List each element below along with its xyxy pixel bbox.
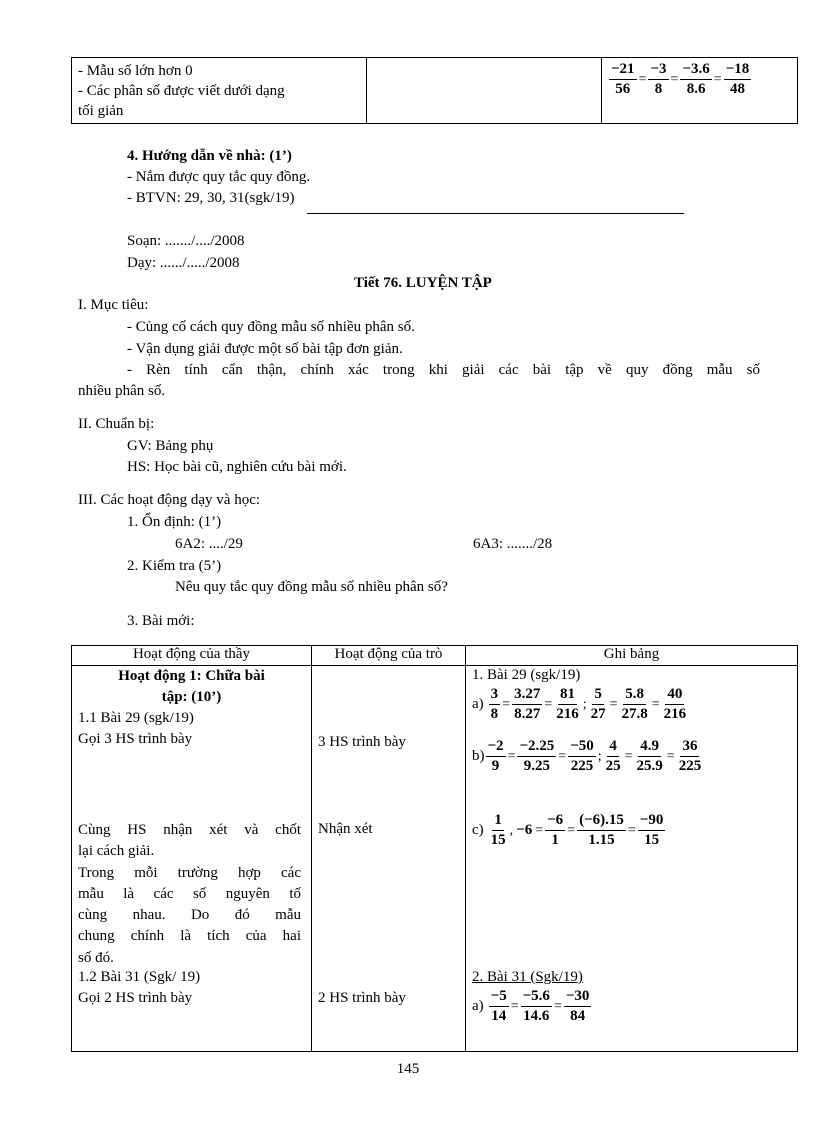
denominator: 8.6 (686, 81, 706, 97)
top-left-line-3: tối giản (78, 103, 124, 119)
activities-heading: III. Các hoạt động dạy và học: (78, 492, 261, 508)
fraction (554, 686, 581, 723)
fraction (620, 686, 650, 723)
fraction (521, 988, 552, 1025)
denominator: 216 (556, 706, 579, 722)
fraction (564, 988, 592, 1025)
fraction (648, 61, 668, 98)
fraction (662, 686, 689, 723)
objective-item: - Củng cố cách quy đồng mẫu số nhiều phân số. (127, 319, 415, 335)
integer-value: −6 (516, 822, 533, 838)
separator: ; (582, 696, 587, 712)
comment-line: lại cách giải. (78, 843, 155, 860)
equals-sign: = (609, 696, 618, 712)
denominator: 8 (490, 706, 499, 722)
numerator: 5.8 (623, 686, 646, 705)
equals-sign: = (627, 822, 636, 838)
denominator: 8.27 (514, 706, 541, 722)
exercise-31-label: 1.2 Bài 31 (Sgk/ 19) (78, 969, 201, 985)
board-exercise-31-title: 2. Bài 31 (Sgk/19) (472, 969, 583, 985)
denominator: 15 (644, 832, 660, 848)
fraction (604, 738, 623, 775)
homework-line-1: - Nắm được quy tắc quy đồng. (127, 169, 311, 185)
numerator: −50 (568, 738, 596, 757)
homework-line-2: - BTVN: 29, 30, 31(sgk/19) (127, 190, 295, 206)
exercise-29c (472, 812, 666, 849)
separator: , (509, 822, 514, 838)
top-table (71, 57, 798, 124)
top-left-line-2: - Các phân số được viết dưới dạng (78, 83, 285, 99)
numerator: 40 (665, 686, 684, 705)
teacher-column (72, 666, 312, 1052)
part-label-a: a) (472, 998, 484, 1014)
fraction (489, 988, 509, 1025)
lesson-title (354, 275, 492, 292)
fraction (724, 61, 752, 98)
header-teacher: Hoạt động của thầy (72, 646, 312, 666)
exercise-31a (472, 988, 592, 1025)
activity-1-title-text: tập: (10’) (161, 689, 222, 705)
student-present-3: 3 HS trình bày (318, 734, 406, 750)
numerator: −6 (545, 812, 565, 831)
fraction (577, 812, 626, 849)
denominator: 225 (570, 758, 594, 774)
date-prepared: Soạn: ......./..../2008 (127, 233, 245, 249)
homework-heading-text: 4. Hướng dẫn về nhà: (1’) (127, 148, 292, 164)
fraction (609, 61, 637, 98)
numerator: −2.25 (517, 738, 556, 757)
board-exercise-29-title: 1. Bài 29 (sgk/19) (472, 667, 581, 683)
objective-item: - Rèn tính cẩn thận, chính xác trong khi giải các bài tập về quy đồng mẫu số (127, 362, 760, 378)
fraction (635, 738, 665, 775)
denominator: 14.6 (523, 1008, 550, 1024)
class-6a2: 6A2: ..../29 (175, 536, 243, 552)
fraction (680, 61, 711, 98)
part-label-a: a) (472, 696, 484, 712)
student-present-2: 2 HS trình bày (318, 990, 406, 1006)
homework-heading (127, 148, 292, 165)
student-review: Nhận xét (318, 821, 373, 837)
denominator: 1.15 (588, 832, 615, 848)
top-left-line-1: - Mẫu số lớn hơn 0 (78, 63, 193, 79)
comment-line: mẫu là các số nguyên tố (78, 885, 301, 902)
comment-line: chung chính là tích của hai (78, 928, 301, 945)
numerator: 3 (489, 686, 501, 705)
fraction (512, 686, 542, 723)
comment-line: Cùng HS nhận xét và chốt (78, 822, 301, 838)
header-board: Ghi bảng (466, 646, 798, 666)
objective-item: - Vận dụng giải được một số bài tập đơn giản. (127, 341, 403, 357)
page-number: 145 (396, 1061, 420, 1077)
denominator: 9.25 (523, 758, 550, 774)
equals-sign: = (567, 822, 576, 838)
main-table (71, 645, 798, 1052)
activity-step-2: 2. Kiểm tra (5’) (127, 558, 222, 574)
comment-line: số đó. (78, 949, 114, 966)
numerator: −30 (564, 988, 592, 1007)
numerator: 3.27 (512, 686, 542, 705)
numerator: 81 (558, 686, 577, 705)
numerator: −18 (724, 61, 752, 80)
comment-line: Trong mỗi trường hợp các (78, 864, 301, 881)
equals-sign: = (666, 748, 675, 764)
denominator: 8 (654, 81, 663, 97)
fraction (589, 686, 608, 723)
fraction (489, 812, 508, 849)
objectives-heading: I. Mục tiêu: (78, 297, 149, 313)
activity-1-title-text: Hoạt động 1: Chữa bài (118, 668, 265, 684)
lesson-title-text: Tiết 76. LUYỆN TẬP (354, 275, 492, 291)
preparation-heading: II. Chuẩn bị: (78, 416, 155, 432)
exercise-29b (472, 738, 704, 775)
activity-step-1: 1. Ổn định: (1’) (127, 514, 222, 530)
top-table-left-cell (72, 58, 367, 124)
equals-sign: = (558, 748, 567, 764)
denominator: 14 (491, 1008, 507, 1024)
numerator: 36 (680, 738, 699, 757)
denominator: 56 (615, 81, 631, 97)
class-6a3: 6A3: ......./28 (473, 536, 553, 552)
denominator: 25.9 (636, 758, 663, 774)
fraction (568, 738, 596, 775)
numerator: −5.6 (521, 988, 552, 1007)
fraction (486, 738, 506, 775)
numerator: −3 (648, 61, 668, 80)
equals-sign: = (638, 71, 647, 87)
numerator: (−6).15 (577, 812, 626, 831)
part-label-c: c) (472, 822, 484, 838)
separator-line (307, 213, 684, 214)
equals-sign: = (507, 748, 516, 764)
numerator: −5 (489, 988, 509, 1007)
numerator: −3.6 (680, 61, 711, 80)
denominator: 1 (551, 832, 559, 848)
header-student: Hoạt động của trò (312, 646, 466, 666)
call-3-students: Gọi 3 HS trình bày (78, 731, 193, 747)
numerator: 4.9 (638, 738, 661, 757)
top-table-right-cell (602, 58, 798, 124)
call-2-students: Gọi 2 HS trình bày (78, 990, 193, 1006)
denominator: 225 (678, 758, 702, 774)
activity-step-3: 3. Bài mới: (127, 613, 195, 629)
denominator: 25 (605, 758, 621, 774)
equals-sign: = (510, 998, 519, 1014)
equals-sign: = (713, 71, 722, 87)
equals-sign: = (651, 696, 660, 712)
equals-sign: = (624, 748, 633, 764)
separator: ; (597, 748, 602, 764)
fraction (545, 812, 565, 849)
numerator: 5 (592, 686, 604, 705)
comment-line: cùng nhau. Do đó mẫu (78, 907, 301, 924)
preparation-students: HS: Học bài cũ, nghiên cứu bài mới. (127, 459, 347, 475)
denominator: 27 (590, 706, 606, 722)
fraction (638, 812, 666, 849)
date-taught: Dạy: ....../...../2008 (127, 255, 240, 271)
numerator: −90 (638, 812, 666, 831)
equals-sign: = (670, 71, 679, 87)
part-label-b: b) (472, 748, 485, 764)
exercise-29a (472, 686, 689, 723)
denominator: 27.8 (621, 706, 648, 722)
top-table-middle-cell (367, 58, 602, 124)
equals-sign: = (544, 696, 553, 712)
objective-continuation: nhiều phân số. (78, 383, 166, 399)
fraction (489, 686, 501, 723)
main-table-body-row (72, 666, 798, 1052)
check-question: Nêu quy tắc quy đồng mẫu số nhiều phân số? (175, 579, 448, 595)
exercise-29-label: 1.1 Bài 29 (sgk/19) (78, 710, 194, 726)
equals-sign: = (535, 822, 544, 838)
numerator: 1 (492, 812, 504, 831)
denominator: 9 (491, 758, 500, 774)
preparation-teacher: GV: Bảng phụ (127, 438, 214, 454)
denominator: 216 (663, 706, 687, 722)
numerator: 4 (607, 738, 619, 757)
numerator: −2 (486, 738, 506, 757)
student-column (312, 666, 466, 1052)
denominator: 84 (570, 1008, 586, 1024)
numerator: −21 (609, 61, 637, 80)
fraction (677, 738, 704, 775)
activity-1-title-line-1 (72, 668, 311, 685)
teacher-comment (78, 820, 301, 969)
denominator: 48 (729, 81, 745, 97)
equals-sign: = (502, 696, 511, 712)
fraction (517, 738, 556, 775)
equals-sign: = (553, 998, 562, 1014)
activity-1-title-line-2 (72, 689, 311, 706)
denominator: 15 (490, 832, 506, 848)
top-fraction-chain (608, 61, 752, 98)
main-table-header-row (72, 646, 798, 666)
board-column (466, 666, 798, 1052)
